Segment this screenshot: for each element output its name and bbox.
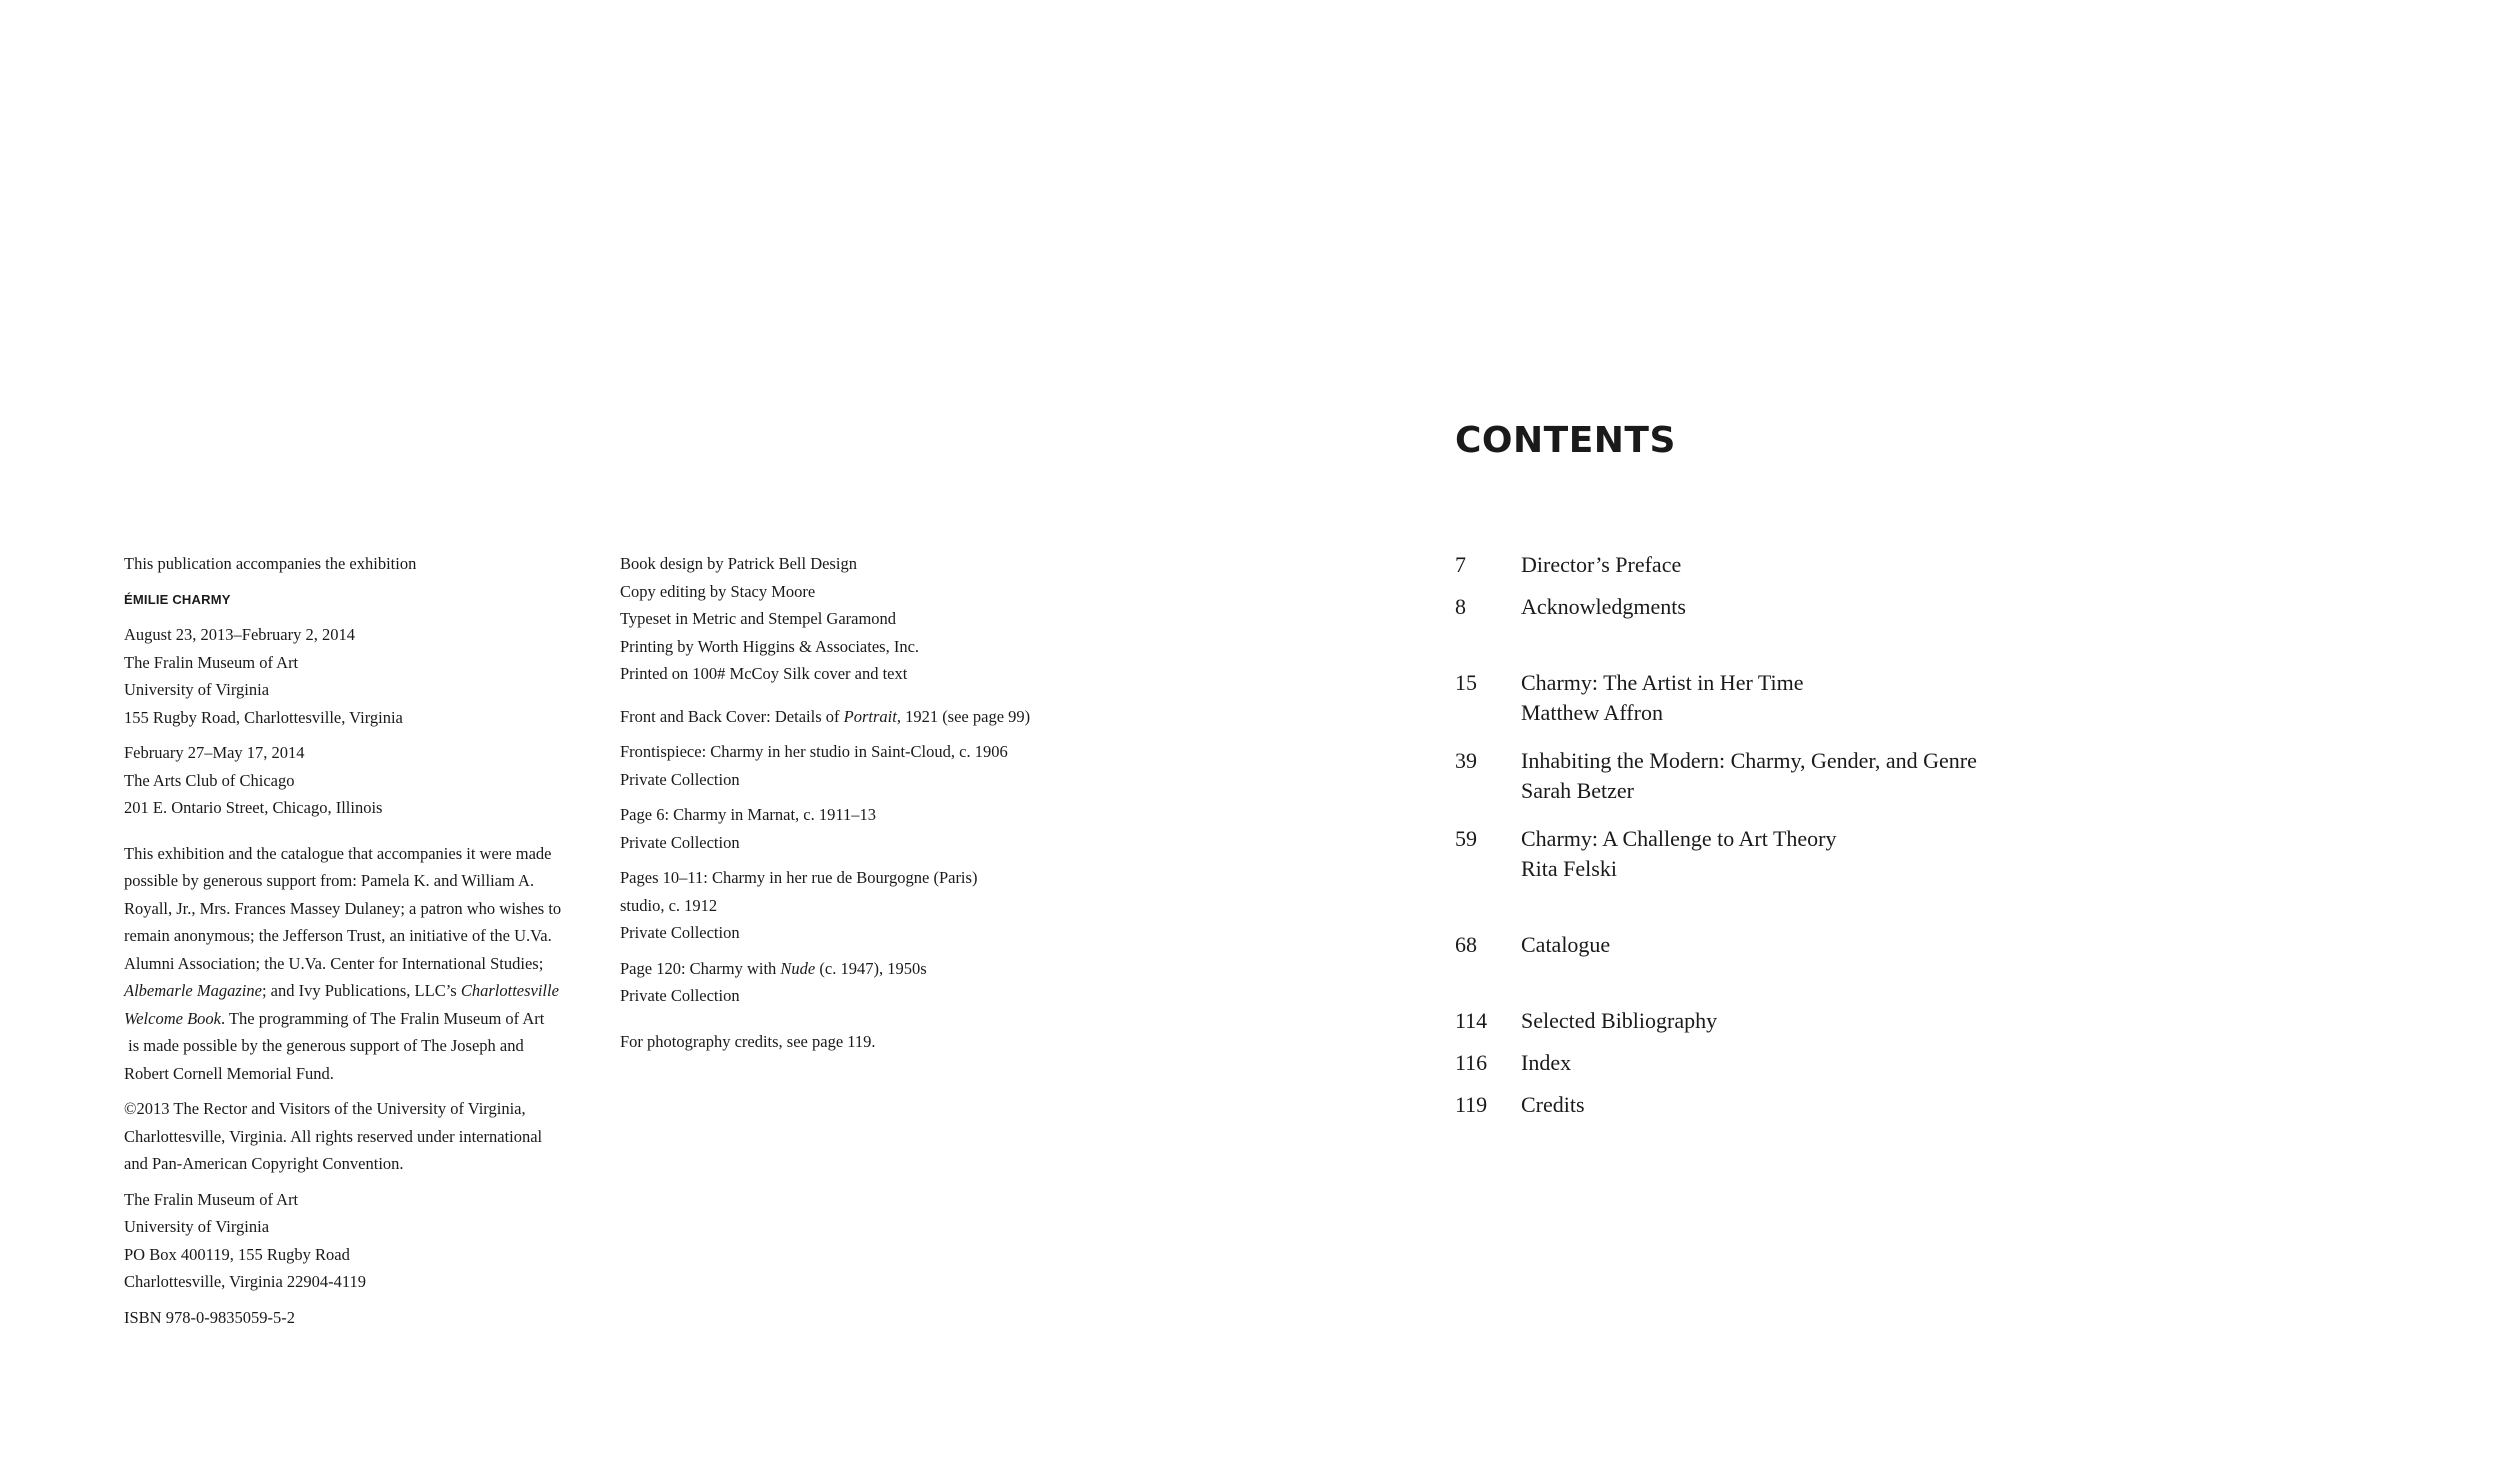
toc-entry — [1455, 1090, 2155, 1120]
venue-line: February 27–May 17, 2014 — [124, 743, 305, 762]
toc-title: Charmy: A Challenge to Art Theory — [1521, 826, 1837, 851]
toc-author: Rita Felski — [1521, 856, 1617, 881]
caption-source: Private Collection — [620, 832, 740, 852]
support-line: Alumni Association; the U.Va. Center for International Studies; — [124, 953, 544, 973]
caption-text: Front and Back Cover: Details of — [620, 706, 844, 726]
production-line: Copy editing by Stacy Moore — [620, 581, 816, 601]
toc-entry — [1455, 824, 2155, 884]
toc-page-number: 59 — [1455, 826, 1477, 851]
support-line — [124, 977, 574, 1005]
toc-title: Index — [1521, 1050, 1572, 1075]
address-line: Charlottesville, Virginia 22904-4119 — [124, 1272, 367, 1291]
toc-page-number: 15 — [1455, 670, 1477, 695]
toc-entry — [1455, 592, 2155, 622]
support-paragraph — [124, 840, 574, 1088]
toc-title: Inhabiting the Modern: Charmy, Gender, and Genre — [1521, 748, 1977, 773]
toc-title: Credits — [1521, 1092, 1585, 1117]
toc-author: Sarah Betzer — [1521, 778, 1634, 803]
support-line — [124, 1005, 574, 1033]
frontispiece-caption: Frontispiece: Charmy in her studio in Saint-Cloud, c. 1906 — [620, 742, 1008, 761]
caption-text: (c. 1947), 1950s — [815, 958, 927, 978]
toc-title: Charmy: The Artist in Her Time — [1521, 670, 1804, 695]
book-title-cont: Welcome Book — [124, 1008, 221, 1028]
isbn: ISBN 978-0-9835059-5-2 — [124, 1307, 295, 1327]
cover-caption — [620, 703, 1090, 731]
caption-text: , 1921 (see page 99) — [896, 706, 1031, 726]
toc-author: Matthew Affron — [1521, 700, 1663, 725]
copyright-line: ©2013 The Rector and Visitors of the University of Virginia, — [124, 1099, 526, 1118]
toc-page-number: 114 — [1455, 1008, 1488, 1033]
publisher-address — [124, 1186, 574, 1296]
venue-line: University of Virginia — [124, 680, 270, 699]
pages10-caption-cont: studio, c. 1912 — [620, 895, 718, 915]
book-title: Charlottesville — [460, 981, 559, 1000]
caption-source: Private Collection — [620, 769, 740, 789]
venue-line: August 23, 2013–February 2, 2014 — [124, 625, 355, 644]
support-text: . The programming of The Fralin Museum of Art — [220, 1008, 545, 1028]
copyright-notice — [124, 1095, 574, 1178]
copyright-line: Charlottesville, Virginia. All rights reserved under international — [124, 1126, 543, 1146]
caption-source: Private Collection — [620, 923, 740, 942]
magazine-title: Albemarle Magazine — [124, 981, 262, 1000]
page6-caption: Page 6: Charmy in Marnat, c. 1911–13 — [620, 805, 877, 824]
support-line: remain anonymous; the Jefferson Trust, an initiative of the U.Va. — [124, 926, 552, 945]
venue-fralin — [124, 621, 574, 731]
address-line: University of Virginia — [124, 1217, 270, 1236]
support-line: is made possible by the generous support of The Joseph and — [124, 1036, 524, 1055]
credits-column — [620, 550, 1090, 1055]
caption-source: Private Collection — [620, 986, 740, 1005]
caption-text: Page 120: Charmy with — [620, 958, 781, 978]
toc-page-number: 119 — [1455, 1092, 1488, 1117]
toc-page-number: 68 — [1455, 932, 1477, 957]
toc-entry — [1455, 1048, 2155, 1078]
toc-page-number: 116 — [1455, 1050, 1488, 1075]
table-of-contents — [1455, 550, 2155, 1120]
toc-entry — [1455, 930, 2155, 960]
pages10-caption: Pages 10–11: Charmy in her rue de Bourgogne (Paris) — [620, 868, 978, 887]
toc-page-number: 39 — [1455, 748, 1477, 773]
address-line: PO Box 400119, 155 Rugby Road — [124, 1244, 350, 1264]
support-line: possible by generous support from: Pamela K. and William A. — [124, 871, 535, 890]
toc-title: Director’s Preface — [1521, 552, 1682, 577]
support-text: ; and Ivy Publications, LLC’s — [261, 981, 461, 1000]
venue-line: The Fralin Museum of Art — [124, 652, 299, 672]
venue-arts-club — [124, 739, 574, 822]
toc-entry — [1455, 668, 2155, 728]
address-line: The Fralin Museum of Art — [124, 1189, 299, 1209]
venue-line: The Arts Club of Chicago — [124, 770, 295, 790]
exhibition-title: ÉMILIE CHARMY — [124, 591, 231, 607]
production-line: Book design by Patrick Bell Design — [620, 554, 857, 573]
toc-entry — [1455, 1006, 2155, 1036]
artwork-title: Nude — [780, 958, 816, 978]
production-line: Printed on 100# McCoy Silk cover and text — [620, 664, 908, 683]
toc-page-number: 8 — [1455, 594, 1466, 619]
toc-title: Selected Bibliography — [1521, 1008, 1718, 1033]
venue-line: 155 Rugby Road, Charlottesville, Virginia — [124, 707, 403, 727]
production-line: Printing by Worth Higgins & Associates, Inc. — [620, 636, 920, 656]
venue-line: 201 E. Ontario Street, Chicago, Illinois — [124, 798, 383, 817]
production-line: Typeset in Metric and Stempel Garamond — [620, 609, 897, 628]
toc-page-number: 7 — [1455, 552, 1466, 577]
toc-entry — [1455, 550, 2155, 580]
toc-entry — [1455, 746, 2155, 806]
contents-heading: CONTENTS — [1455, 420, 1676, 461]
support-line: Robert Cornell Memorial Fund. — [124, 1063, 334, 1083]
support-line: Royall, Jr., Mrs. Frances Massey Dulaney; a patron who wishes to — [124, 898, 562, 918]
production-credits — [620, 550, 1090, 688]
support-line: This exhibition and the catalogue that accompanies it were made — [124, 843, 552, 863]
toc-title: Acknowledgments — [1521, 594, 1686, 619]
page120-caption — [620, 955, 1090, 983]
colophon-column — [124, 550, 574, 1331]
toc-title: Catalogue — [1521, 932, 1611, 957]
photo-credits-note: For photography credits, see page 119. — [620, 1031, 876, 1051]
artwork-title: Portrait — [843, 706, 897, 726]
copyright-line: and Pan-American Copyright Convention. — [124, 1154, 404, 1173]
exhibition-intro: This publication accompanies the exhibition — [124, 554, 417, 573]
